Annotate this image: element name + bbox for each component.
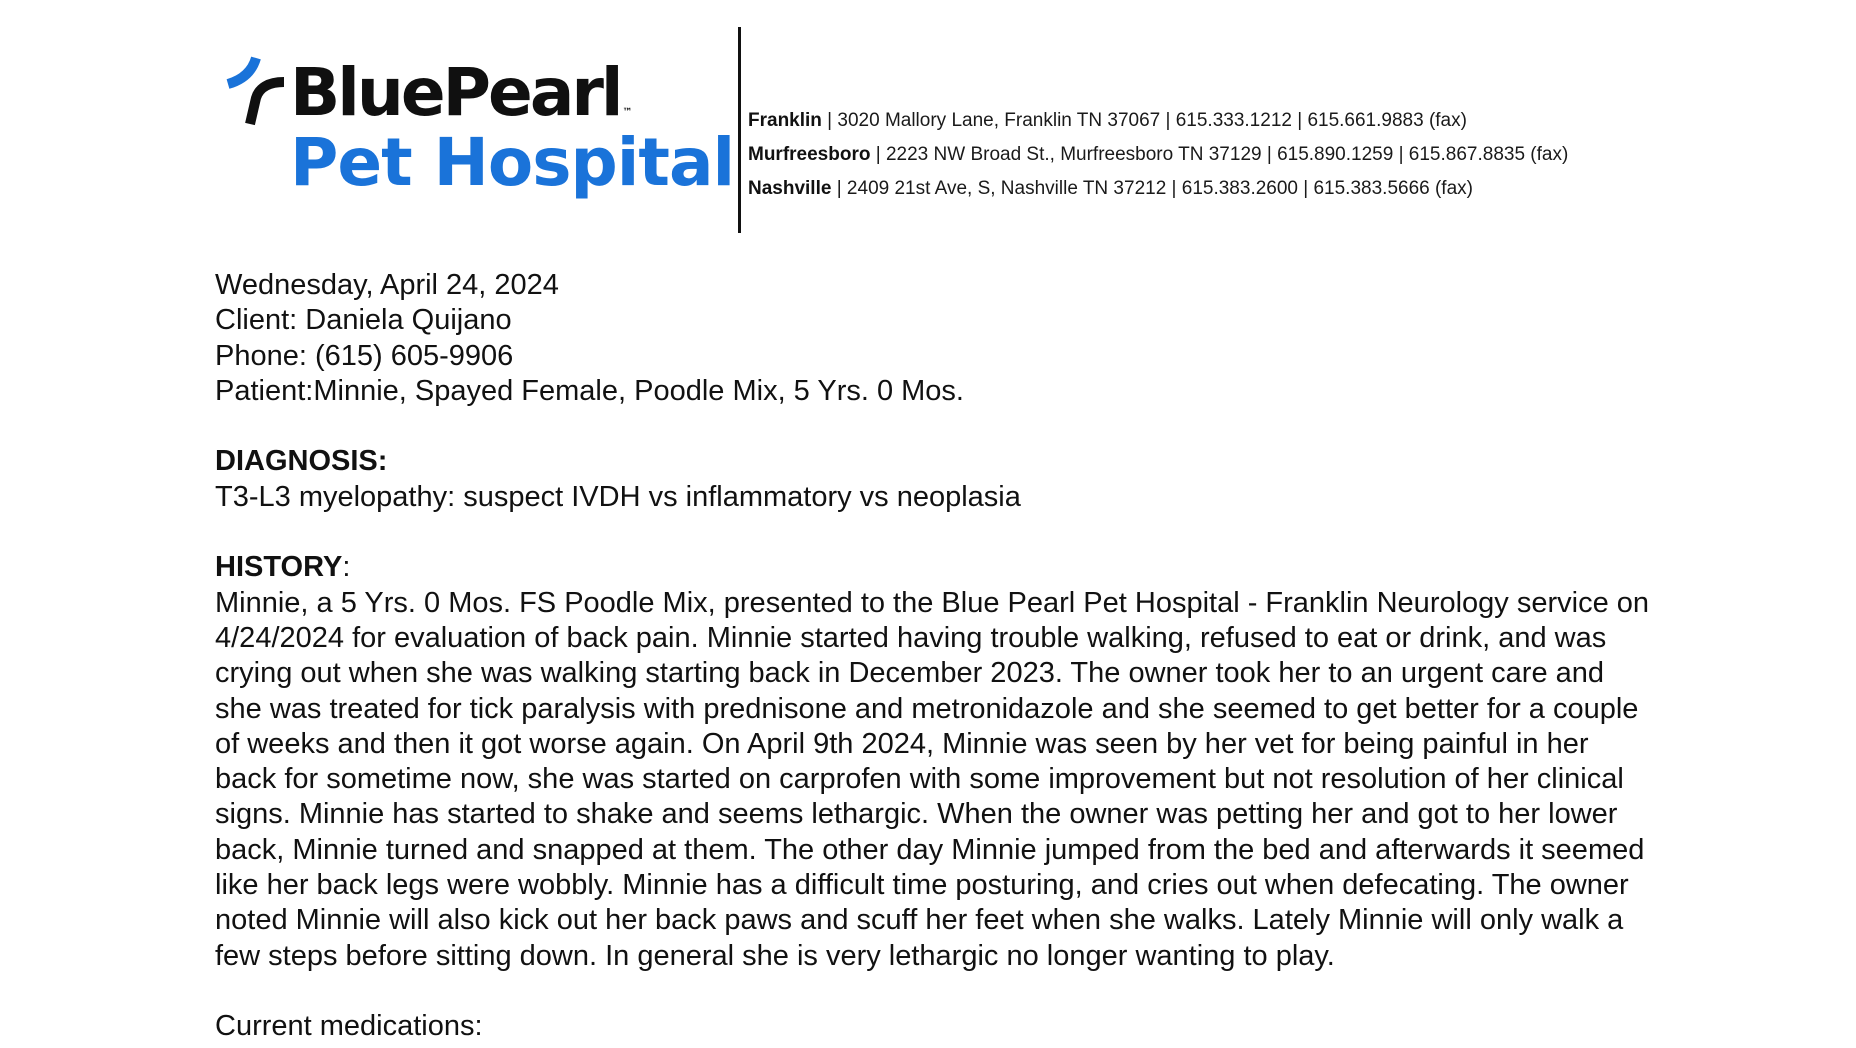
location-list [748,104,1568,206]
patient-info: Patient:Minnie, Spayed Female, Poodle Mix, 5 Yrs. 0 Mos. [215,374,964,407]
logo-wordmark-pet-hospital: Pet Hospital [290,124,735,201]
client-name: Client: Daniela Quijano [215,304,512,337]
visit-date: Wednesday, April 24, 2024 [215,269,559,301]
location-franklin [748,104,1568,138]
record-body [215,268,1655,1045]
location-details: | 2223 NW Broad St., Murfreesboro TN 37129 | 615.890.1259 | 615.867.8835 (fax) [870,144,1569,165]
logo-wordmark-bluepearl: BluePearl ™ [290,54,633,131]
bluepearl-logo [222,54,735,214]
header-divider [738,27,741,233]
trademark-symbol: ™ [622,107,633,118]
diagnosis-heading: DIAGNOSIS: [215,445,388,478]
current-medications-heading: Current medications: [215,1010,483,1043]
location-nashville [748,172,1568,206]
diagnosis-text: T3-L3 myelopathy: suspect IVDH vs inflammatory vs neoplasia [215,480,1021,513]
location-details: | 2409 21st Ave, S, Nashville TN 37212 | 615.383.2600 | 615.383.5666 (fax) [831,178,1473,199]
location-name: Franklin [748,110,822,131]
location-murfreesboro [748,138,1568,172]
history-heading: HISTORY [215,551,343,584]
history-heading-colon: : [342,551,351,584]
history-text: Minnie, a 5 Yrs. 0 Mos. FS Poodle Mix, presented to the Blue Pearl Pet Hospital - Franklin Neurology service on 4/24/2024 for evaluation of back pain. Minnie started having trouble walking, refused to eat or drink, and was crying out when she was walking starting back in December 2023. The owner took her to an urgent care and she was treated for tick paralysis with prednisone and metronidazole and she seemed to get better for a couple of weeks and then it got worse again. On April 9th 2024, Minnie was seen by her vet for being painful in her back for sometime now, she was started on carprofen with some improvement but not resolution of her clinical signs. Minnie has started to shake and seems lethargic. When the owner was petting her and got to her lower back, Minnie turned and snapped at them. The other day Minnie jumped from the bed and afterwards it seemed like her back legs were wobbly. Minnie has a difficult time posturing, and cries out when defecating. The owner noted Minnie will also kick out her back paws and scuff her feet when she walks. Lately Minnie will only walk a few steps before sitting down. In general she is very lethargic no longer wanting to play. [215,586,1650,972]
logo-swoosh-icon [222,54,292,126]
client-phone: Phone: (615) 605-9906 [215,339,514,372]
history-heading-line [215,550,1655,585]
location-name: Nashville [748,178,832,199]
location-details: | 3020 Mallory Lane, Franklin TN 37067 | 615.333.1212 | 615.661.9883 (fax) [821,110,1467,131]
location-name: Murfreesboro [748,144,871,165]
